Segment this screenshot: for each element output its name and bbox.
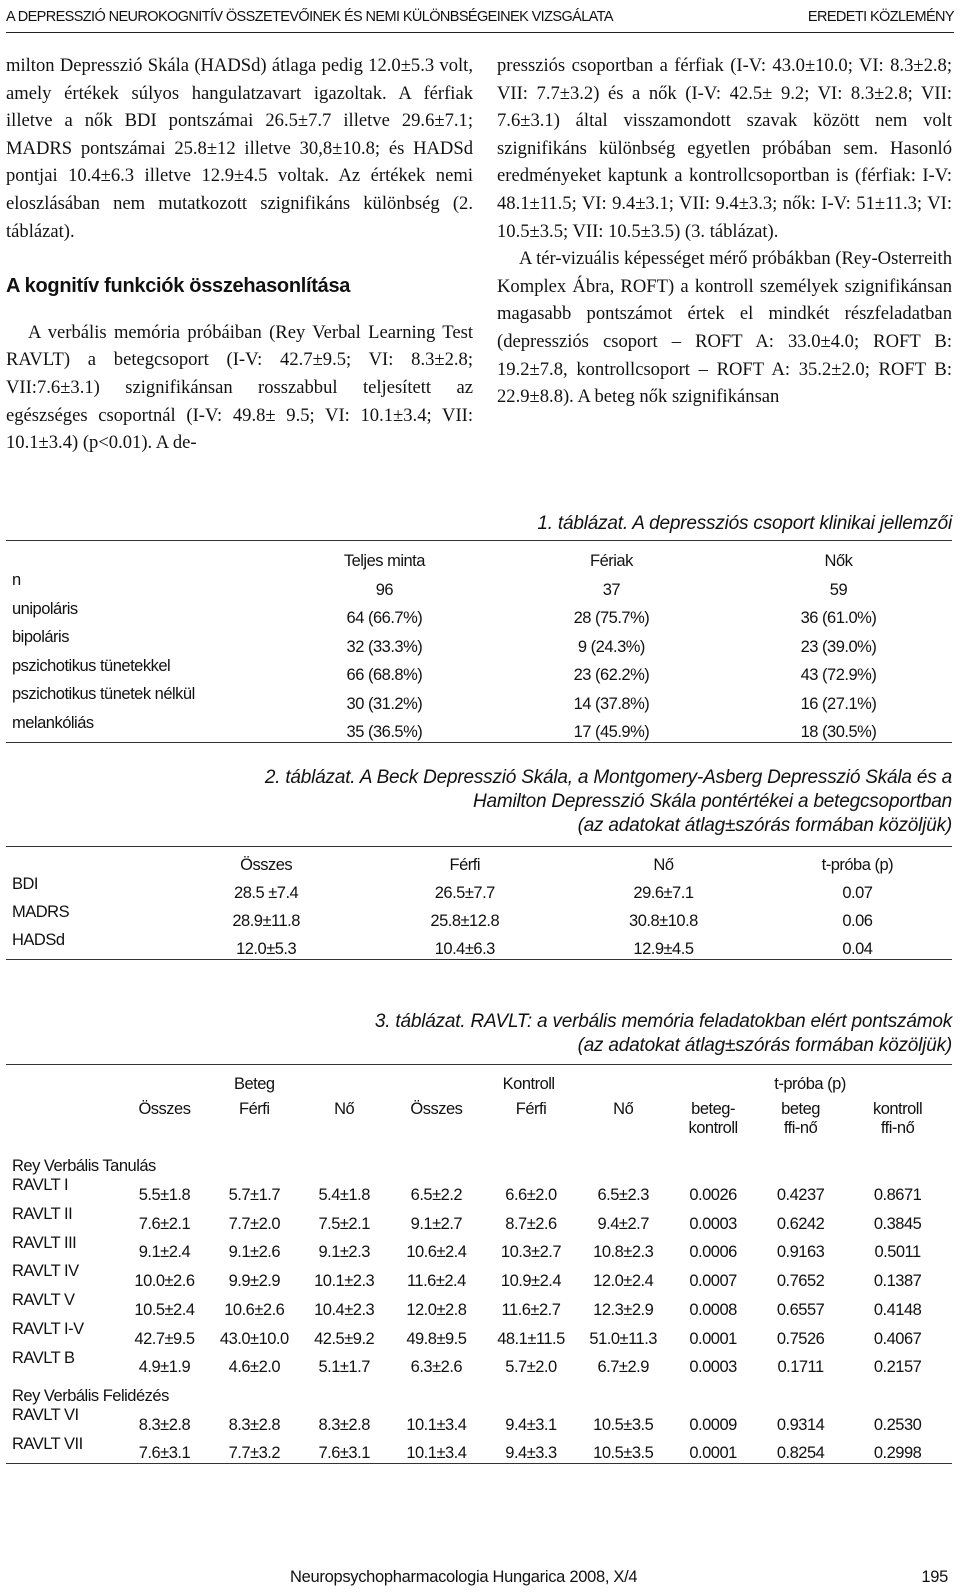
group-header: Kontroll xyxy=(502,1074,555,1093)
table-cell: 10.5±2.4 xyxy=(134,1300,195,1319)
table-cell: 12.9±4.5 xyxy=(633,940,694,958)
table-cell: 7.6±3.1 xyxy=(138,1444,191,1463)
column-header xyxy=(209,1094,299,1148)
column-header xyxy=(6,541,271,571)
column-header: Összes xyxy=(240,856,293,874)
column-header-line: Férfi xyxy=(515,1099,547,1118)
table-cell: 0.8671 xyxy=(873,1186,922,1205)
table-cell: 10.1±2.3 xyxy=(314,1272,375,1291)
column-header: t-próba (p) xyxy=(821,856,894,874)
row-label: HADSd xyxy=(12,931,65,949)
empty-header-cell xyxy=(6,1065,120,1094)
column-header-line: Nő xyxy=(613,1099,634,1118)
section-label: Rey Verbális Felidézés xyxy=(12,1386,169,1405)
caption-line: (az adatokat átlag±szórás formában közöljük) xyxy=(577,815,952,836)
table-cell: 64 (66.7%) xyxy=(346,609,423,627)
column-header xyxy=(578,1094,668,1148)
table-cell: 28.5 ±7.4 xyxy=(234,884,299,902)
row-label: BDI xyxy=(12,875,39,893)
table-cell: 0.0003 xyxy=(689,1358,737,1377)
section-row xyxy=(6,1148,952,1177)
table-row xyxy=(6,1406,952,1435)
table-cell: 4.9±1.9 xyxy=(138,1358,191,1377)
table-cell: 18 (30.5%) xyxy=(800,723,877,741)
table-cell: 0.2530 xyxy=(873,1415,922,1434)
table-cell: 0.0003 xyxy=(689,1214,737,1233)
table-row xyxy=(6,903,952,931)
row-label: RAVLT III xyxy=(12,1233,77,1252)
column-header-line: beteg- xyxy=(691,1099,735,1118)
table-cell: 5.1±1.7 xyxy=(318,1358,370,1377)
row-label: pszichotikus tünetekkel xyxy=(12,656,171,675)
running-header xyxy=(6,4,954,30)
table-cell: 0.0026 xyxy=(689,1186,737,1205)
column-header xyxy=(389,1094,484,1148)
table-cell: 5.5±1.8 xyxy=(138,1186,191,1205)
table-cell: 7.6±2.1 xyxy=(138,1214,191,1233)
table-cell: 28 (75.7%) xyxy=(573,609,650,627)
table-cell: 14 (37.8%) xyxy=(573,694,650,713)
table-cell: 26.5±7.7 xyxy=(434,884,495,902)
table-cell: 10.8±2.3 xyxy=(593,1243,654,1262)
table3-caption xyxy=(375,1010,952,1058)
table-row xyxy=(6,571,952,600)
section-label: Rey Verbális Tanulás xyxy=(12,1157,156,1176)
column-header-line: Összes xyxy=(410,1099,463,1118)
header-section-label: EREDETI KÖZLEMÉNY xyxy=(807,9,954,25)
row-label: MADRS xyxy=(12,903,70,921)
table-header-row xyxy=(6,541,952,571)
table-cell: 10.0±2.6 xyxy=(134,1272,195,1291)
table-row xyxy=(6,657,952,686)
table-cell: 30.8±10.8 xyxy=(629,912,698,930)
table-cell: 35 (36.5%) xyxy=(346,723,423,741)
table-cell: 6.5±2.3 xyxy=(597,1186,649,1205)
journal-citation: Neuropsychopharmacologia Hungarica 2008, X/4 xyxy=(290,1568,638,1586)
table-cell: 11.6±2.4 xyxy=(406,1272,466,1291)
table-cell: 32 (33.3%) xyxy=(346,637,423,656)
column-header-line: kontroll xyxy=(688,1118,738,1137)
table-cell: 0.1711 xyxy=(777,1358,824,1377)
table-cell: 0.04 xyxy=(842,940,873,958)
table-cell: 0.0006 xyxy=(689,1243,737,1262)
table-cell: 37 xyxy=(602,580,621,599)
table-row xyxy=(6,1262,952,1291)
table-cell: 43 (72.9%) xyxy=(800,666,877,684)
table-header-row xyxy=(6,847,952,875)
table-row xyxy=(6,875,952,903)
header-title: A DEPRESSZIÓ NEUROKOGNITÍV ÖSSZETEVŐINEK ÉS NEMI KÜLÖNBSÉGEINEK VIZSGÁLATA xyxy=(6,9,613,25)
table-cell: 66 (68.8%) xyxy=(346,666,423,684)
table-cell: 0.9314 xyxy=(776,1415,825,1434)
table-row xyxy=(6,1176,952,1205)
table-cell: 9.9±2.9 xyxy=(228,1272,281,1291)
column-header xyxy=(668,1094,758,1148)
table-cell: 0.0001 xyxy=(689,1444,737,1463)
table-cell: 8.3±2.8 xyxy=(318,1415,370,1434)
table2-caption xyxy=(265,766,952,838)
column-header: Teljes minta xyxy=(343,552,425,570)
table-cell: 6.3±2.6 xyxy=(410,1358,463,1377)
table-cell: 0.4067 xyxy=(873,1329,922,1348)
table-cell: 9.1±2.4 xyxy=(138,1243,191,1262)
table-cell: 10.6±2.4 xyxy=(406,1243,467,1262)
table-cell: 5.4±1.8 xyxy=(318,1186,370,1205)
table-cell: 10.3±2.7 xyxy=(500,1243,562,1262)
table-header-row xyxy=(6,1094,952,1148)
table-cell: 8.3±2.8 xyxy=(228,1415,281,1434)
table-cell: 0.8254 xyxy=(776,1444,825,1463)
table3 xyxy=(6,1064,952,1464)
column-header: Fériak xyxy=(590,552,633,570)
caption-line: 3. táblázat. RAVLT: a verbális memória feladatokban elért pontszámok xyxy=(374,1011,952,1032)
column-header-line: ffi-nő xyxy=(880,1118,915,1137)
table-cell: 4.6±2.0 xyxy=(228,1358,281,1377)
group-header-row xyxy=(6,1065,952,1094)
table-cell: 17 (45.9%) xyxy=(573,723,650,741)
table-cell: 0.3845 xyxy=(873,1214,922,1233)
table-cell: 7.5±2.1 xyxy=(318,1214,370,1233)
table-cell: 16 (27.1%) xyxy=(800,694,877,713)
table-cell: 0.7526 xyxy=(776,1329,825,1348)
column-header xyxy=(6,847,167,875)
column-header-line: ffi-nő xyxy=(783,1118,818,1137)
table-cell: 7.6±3.1 xyxy=(318,1444,370,1463)
group-header: Beteg xyxy=(233,1074,275,1093)
empty-header-cell xyxy=(6,1094,120,1148)
table-cell: 12.0±2.4 xyxy=(593,1272,654,1291)
column-header-line: beteg xyxy=(781,1099,820,1118)
table-cell: 10.4±6.3 xyxy=(434,940,495,958)
row-label: melankóliás xyxy=(12,713,94,732)
table-row xyxy=(6,714,952,743)
table-cell: 0.0009 xyxy=(689,1415,737,1434)
table-cell: 49.8±9.5 xyxy=(406,1329,467,1348)
table-cell: 0.4237 xyxy=(776,1186,825,1205)
table-row xyxy=(6,685,952,714)
table-cell: 0.5011 xyxy=(874,1243,921,1262)
column-header xyxy=(758,1094,843,1148)
column-header: Nő xyxy=(653,856,674,874)
column-header-line: Nő xyxy=(334,1099,355,1118)
row-label: pszichotikus tünetek nélkül xyxy=(12,685,195,703)
row-label: RAVLT IV xyxy=(12,1262,79,1281)
table-row xyxy=(6,1205,952,1234)
table-cell: 10.5±3.5 xyxy=(593,1415,654,1434)
table-cell: 5.7±2.0 xyxy=(505,1358,557,1377)
table-cell: 9.1±2.7 xyxy=(410,1214,463,1233)
table-cell: 9.1±2.3 xyxy=(318,1243,370,1262)
table-cell: 10.4±2.3 xyxy=(314,1300,375,1319)
row-label: n xyxy=(12,571,21,589)
table-row xyxy=(6,1349,952,1378)
right-text-column xyxy=(497,52,952,411)
caption-line: 1. táblázat. A depressziós csoport klinikai jellemzői xyxy=(537,513,952,534)
row-label: RAVLT I-V xyxy=(12,1319,84,1338)
group-header: t-próba (p) xyxy=(774,1074,846,1093)
column-header xyxy=(299,1094,389,1148)
column-header xyxy=(120,1094,210,1148)
table-cell: 8.7±2.6 xyxy=(505,1214,557,1233)
table-cell: 10.5±3.5 xyxy=(593,1444,654,1463)
paragraph: A tér-vizuális képességet mérő próbákban (Rey-Osterreith Komplex Ábra, ROFT) a kontroll személyek szignifikánsan magasabb pontszámot értek el mindkét részfeladatban (depressziós csoport – ROFT A: 33.0±4.0; ROFT B: 19.2±7.8, kontrollcsoport – ROFT A: 35.2±2.0; ROFT B: 22.9±8.8). A beteg nők szignifikánsan xyxy=(497,248,952,408)
table-cell: 59 xyxy=(829,580,848,599)
row-label: unipoláris xyxy=(12,599,78,618)
row-label: RAVLT VI xyxy=(12,1405,79,1424)
table-row xyxy=(6,1291,952,1320)
left-text-column xyxy=(6,52,473,457)
table2 xyxy=(6,846,952,960)
table-cell: 0.4148 xyxy=(873,1300,922,1319)
table-cell: 96 xyxy=(375,580,394,599)
section-row xyxy=(6,1377,952,1406)
table-cell: 23 (39.0%) xyxy=(800,637,877,656)
table-cell: 0.2998 xyxy=(873,1444,922,1463)
table-row xyxy=(6,600,952,629)
table-cell: 6.7±2.9 xyxy=(597,1358,649,1377)
table-cell: 10.1±3.4 xyxy=(406,1415,467,1434)
table-cell: 0.6557 xyxy=(776,1300,825,1319)
table-cell: 10.6±2.6 xyxy=(224,1300,285,1319)
header-divider xyxy=(6,32,954,33)
table-cell: 11.6±2.7 xyxy=(501,1300,561,1319)
table-cell: 9 (24.3%) xyxy=(577,637,645,656)
column-header-line: Férfi xyxy=(239,1099,270,1118)
table-cell: 7.7±3.2 xyxy=(228,1444,281,1463)
table-cell: 29.6±7.1 xyxy=(633,884,694,902)
section-heading: A kognitív funkciók összehasonlítása xyxy=(6,275,351,298)
table-cell: 0.0007 xyxy=(689,1272,737,1291)
table1-caption xyxy=(537,512,952,536)
table-row xyxy=(6,1234,952,1263)
paragraph: pressziós csoportban a férfiak (I-V: 43.0±10.0; VI: 8.3±2.8; VII: 7.7±3.2) és a nők (I-V: 42.5± 9.2; VI: 8.3±2.8; VII: 7.6±3.1) által visszamondott szavak között nem volt szignifikáns különbség egyetlen próbában sem. Hasonló eredményeket kaptunk a kontrollcsoportban is (férfiak: I-V: 48.1±11.5; VI: 9.4±3.1; VII: 9.4±3.3; nők: I-V: 51±11.3; VI: 10.5±3.5; VII: 10.5±3.5) (3. táblázat). xyxy=(497,55,952,242)
table-cell: 42.5±9.2 xyxy=(314,1329,375,1348)
table-row xyxy=(6,931,952,959)
table-cell: 12.0±2.8 xyxy=(406,1300,467,1319)
table-cell: 28.9±11.8 xyxy=(232,912,300,930)
table-cell: 25.8±12.8 xyxy=(430,912,500,930)
table-cell: 12.3±2.9 xyxy=(593,1300,654,1319)
table-cell: 42.7±9.5 xyxy=(134,1329,195,1348)
table-cell: 48.1±11.5 xyxy=(497,1329,565,1348)
table-cell: 0.2157 xyxy=(873,1358,922,1377)
table-cell: 51.0±11.3 xyxy=(589,1329,657,1348)
table-cell: 6.6±2.0 xyxy=(505,1186,557,1205)
table-cell: 6.5±2.2 xyxy=(410,1186,463,1205)
table-cell: 0.9163 xyxy=(776,1243,825,1262)
table-cell: 0.0001 xyxy=(689,1329,737,1348)
column-header xyxy=(843,1094,952,1148)
column-header: Nők xyxy=(824,552,853,570)
column-header-line: kontroll xyxy=(872,1099,923,1118)
table-cell: 5.7±1.7 xyxy=(228,1186,281,1205)
caption-line: 2. táblázat. A Beck Depresszió Skála, a Montgomery-Asberg Depresszió Skála és a xyxy=(264,767,952,788)
row-label: RAVLT VII xyxy=(12,1434,83,1453)
running-footer xyxy=(0,1568,960,1592)
row-label: RAVLT I xyxy=(12,1176,69,1195)
table-cell: 43.0±10.0 xyxy=(219,1329,289,1348)
table-cell: 0.0008 xyxy=(689,1300,737,1319)
table-cell: 0.1387 xyxy=(873,1272,922,1291)
row-label: RAVLT B xyxy=(12,1348,75,1367)
table-cell: 0.06 xyxy=(842,912,873,930)
table-cell: 9.4±3.3 xyxy=(505,1444,557,1463)
table-row xyxy=(6,1435,952,1464)
table-cell: 30 (31.2%) xyxy=(346,694,423,713)
caption-line: Hamilton Depresszió Skála pontértékei a betegcsoportban xyxy=(472,791,952,812)
table-row xyxy=(6,1320,952,1349)
table-cell: 23 (62.2%) xyxy=(573,666,650,684)
column-header: Férfi xyxy=(449,856,481,874)
caption-line: (az adatokat átlag±szórás formában közöljük) xyxy=(577,1035,952,1056)
table-cell: 9.4±3.1 xyxy=(505,1415,557,1434)
table-cell: 8.3±2.8 xyxy=(138,1415,191,1434)
table-cell: 9.4±2.7 xyxy=(597,1214,649,1233)
column-header xyxy=(484,1094,579,1148)
paragraph: A verbális memória próbáiban (Rey Verbal Learning Test RAVLT) a betegcsoport (I-V: 42.7±9.5; VI: 8.3±2.8; VII:7.6±3.1) szignifikánsan rosszabbul teljesített az egészséges csoportnál (I-V: 49.8± 9.5; VI: 10.1±3.4; VII: 10.1±3.4) (p<0.01). A de- xyxy=(6,321,473,454)
row-label: RAVLT II xyxy=(12,1205,73,1224)
table1 xyxy=(6,540,952,743)
table-cell: 0.6242 xyxy=(776,1214,825,1233)
row-label: RAVLT V xyxy=(12,1291,75,1310)
table-cell: 10.9±2.4 xyxy=(500,1272,562,1291)
row-label: bipoláris xyxy=(12,628,69,646)
table-cell: 7.7±2.0 xyxy=(228,1214,281,1233)
table-cell: 0.07 xyxy=(842,884,873,902)
table-cell: 0.7652 xyxy=(776,1272,825,1291)
column-header-line: Összes xyxy=(138,1099,191,1118)
table-cell: 10.1±3.4 xyxy=(406,1444,467,1463)
table-row xyxy=(6,628,952,657)
page-number: 195 xyxy=(921,1568,948,1586)
table-cell: 9.1±2.6 xyxy=(228,1243,281,1262)
table-cell: 36 (61.0%) xyxy=(800,609,877,627)
table-cell: 12.0±5.3 xyxy=(236,940,297,958)
paragraph: milton Depresszió Skála (HADSd) átlaga pedig 12.0±5.3 volt, amely értékek súlyos hangulatzavart igazoltak. A férfiak illetve a nők BDI pontszámai 26.5±7.7 illetve 29.6±7.1; MADRS pontszámai 25.8±12 illetve 30,8±10.8; és HADSd pontjai 10.4±6.3 illetve 12.9±4.5 voltak. Az értékek nemi eloszlásában nem mutatkozott szignifikáns különbség (2. táblázat). xyxy=(6,55,473,242)
